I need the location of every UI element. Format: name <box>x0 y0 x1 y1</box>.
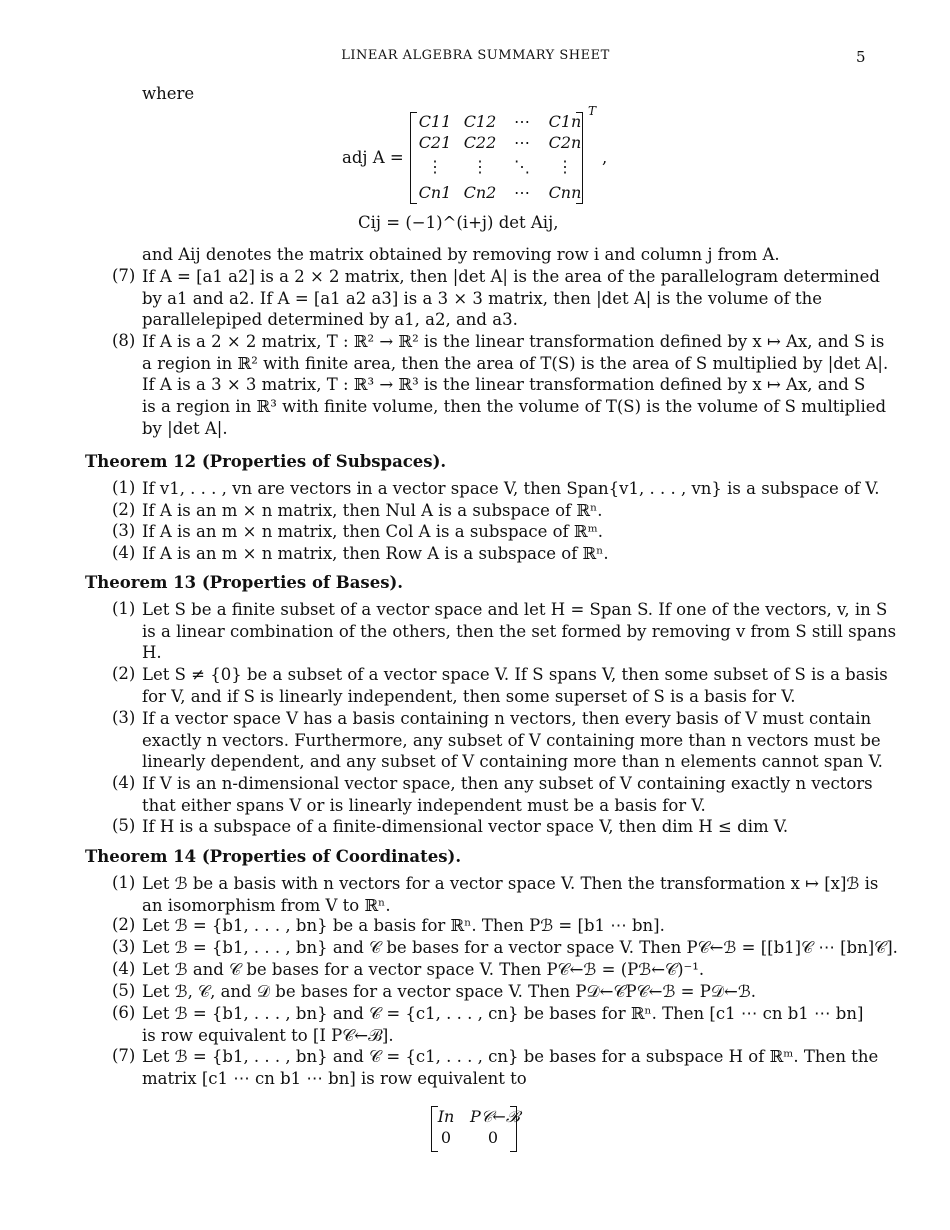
theorem-item-line: linearly dependent, and any subset of V containing more than n elements cannot span V. <box>142 752 883 772</box>
theorem-item-number: (1) <box>112 873 136 892</box>
theorem-item-number: (5) <box>112 816 136 835</box>
theorem-item-line: for V, and if S is linearly independent, then some superset of S is a basis for V. <box>142 686 796 706</box>
det-item-line: is a region in ℝ³ with finite volume, then the volume of T(S) is the volume of S multiplied <box>142 397 887 417</box>
theorem-item-line: Let ℬ be a basis with n vectors for a vector space V. Then the transformation x ↦ [x]ℬ is <box>142 874 879 893</box>
theorem-item-number: (3) <box>112 937 136 956</box>
theorem-item-number: (4) <box>112 959 136 978</box>
det-item-line: If A = [a1 a2] is a 2 × 2 matrix, then |det A| is the area of the parallelogram determined <box>142 267 880 286</box>
adj-lhs: adj A = <box>342 148 404 167</box>
matrix-cell: ⋯ <box>514 112 530 131</box>
aij-note: and Aij denotes the matrix obtained by removing row i and column j from A. <box>142 245 780 264</box>
theorem-item-line: exactly n vectors. Furthermore, any subset of V containing more than n vectors must be <box>142 730 881 750</box>
det-item-line: by a1 and a2. If A = [a1 a2 a3] is a 3 × 3 matrix, then |det A| is the volume of the <box>142 288 822 308</box>
theorem-item-line: If V is an n-dimensional vector space, then any subset of V containing exactly n vectors <box>142 774 873 793</box>
theorem-item-number: (3) <box>112 708 136 727</box>
transpose-mark: T <box>588 104 597 118</box>
theorem-item-number: (7) <box>112 1046 136 1065</box>
theorem-item-line: is a linear combination of the others, then the set formed by removing v from S still spans <box>142 621 897 641</box>
header-title: LINEAR ALGEBRA SUMMARY SHEET <box>341 48 610 63</box>
theorem-item-number: (4) <box>112 773 136 792</box>
theorem-item-line: Let ℬ = {b1, . . . , bn} and 𝒞 = {c1, . . . , cn} be bases for a subspace H of ℝᵐ. Then the <box>142 1047 879 1066</box>
theorem-item-line: Let S be a finite subset of a vector space and let H = Span S. If one of the vectors, v, in S <box>142 600 888 619</box>
cofactor-text: Cij = (−1)^(i+j) det Aij, <box>358 213 559 232</box>
theorem-item-line: an isomorphism from V to ℝⁿ. <box>142 895 391 915</box>
cofactor-formula <box>358 213 558 232</box>
theorem-item-line: If H is a subspace of a finite-dimensional vector space V, then dim H ≤ dim V. <box>142 817 789 836</box>
det-item-line: If A is a 3 × 3 matrix, T : ℝ³ → ℝ³ is the linear transformation defined by x ↦ Ax, and S <box>142 375 866 395</box>
final-matrix-cell: P𝒞←ℬ <box>470 1107 520 1126</box>
det-item-number: (7) <box>112 266 136 285</box>
theorem-item-number: (2) <box>112 664 136 683</box>
matrix-cell: C2n <box>548 133 582 152</box>
theorem-item-number: (5) <box>112 981 136 1000</box>
page-header <box>85 48 866 68</box>
theorem-title: Theorem 13 (Properties of Bases). <box>85 573 404 592</box>
theorem-item-line: Let ℬ = {b1, . . . , bn} and 𝒞 = {c1, . . . , cn} be bases for ℝⁿ. Then [c1 ⋯ cn b1 ⋯ bn] <box>142 1004 864 1023</box>
final-matrix-cell: In <box>437 1107 455 1126</box>
comma: , <box>602 148 608 167</box>
theorem-item-line: Let ℬ = {b1, . . . , bn} be a basis for ℝⁿ. Then Pℬ = [b1 ⋯ bn]. <box>142 916 665 935</box>
matrix-cell: ⋮ <box>472 157 488 176</box>
theorem-item-line: If v1, . . . , vn are vectors in a vector space V, then Span{v1, . . . , vn} is a subspace of V. <box>142 479 880 498</box>
theorem-item-number: (2) <box>112 500 136 519</box>
det-item-line: parallelepiped determined by a1, a2, and a3. <box>142 310 518 330</box>
page-number: 5 <box>855 48 866 66</box>
det-item-line: a region in ℝ² with finite area, then the area of T(S) is the area of S multiplied by |det A|. <box>142 353 889 373</box>
matrix-cell: C1n <box>548 112 582 131</box>
theorem-item-line: H. <box>142 643 162 663</box>
theorem-title: Theorem 12 (Properties of Subspaces). <box>85 452 447 471</box>
theorem-item-number: (2) <box>112 915 136 934</box>
det-item-number: (8) <box>112 331 136 350</box>
matrix-cell: ⋱ <box>514 157 530 176</box>
where-text: where <box>142 84 195 103</box>
theorem-item-number: (1) <box>112 478 136 497</box>
theorem-title: Theorem 14 (Properties of Coordinates). <box>85 847 462 866</box>
theorem-item-line: Let ℬ and 𝒞 be bases for a vector space V. Then P𝒞←ℬ = (Pℬ←𝒞)⁻¹. <box>142 960 705 979</box>
matrix-cell: Cn1 <box>418 183 452 202</box>
matrix-cell: Cn2 <box>463 183 497 202</box>
theorem-item-number: (1) <box>112 599 136 618</box>
theorem-item-line: Let S ≠ {0} be a subset of a vector space V. If S spans V, then some subset of S is a basis <box>142 665 888 684</box>
theorem-item-line: that either spans V or is linearly independent must be a basis for V. <box>142 795 706 815</box>
theorem-item-number: (6) <box>112 1003 136 1022</box>
matrix-cell: ⋯ <box>514 183 530 202</box>
final-matrix-cell: 0 <box>440 1128 452 1147</box>
det-item-line: If A is a 2 × 2 matrix, T : ℝ² → ℝ² is the linear transformation defined by x ↦ Ax, and S is <box>142 332 885 351</box>
matrix-cell: C11 <box>418 112 452 131</box>
theorem-item-line: matrix [c1 ⋯ cn b1 ⋯ bn] is row equivalent to <box>142 1068 527 1088</box>
theorem-item-number: (3) <box>112 521 136 540</box>
matrix-cell: Cnn <box>548 183 582 202</box>
det-item-line: by |det A|. <box>142 418 228 438</box>
theorem-item-line: If A is an m × n matrix, then Row A is a subspace of ℝⁿ. <box>142 544 609 563</box>
theorem-item-line: Let ℬ = {b1, . . . , bn} and 𝒞 be bases for a vector space V. Then P𝒞←ℬ = [[b1]𝒞 ⋯ [bn]𝒞]. <box>142 938 898 957</box>
matrix-cell: C21 <box>418 133 452 152</box>
theorem-item-line: If A is an m × n matrix, then Col A is a subspace of ℝᵐ. <box>142 522 603 541</box>
theorem-item-line: Let ℬ, 𝒞, and 𝒟 be bases for a vector space V. Then P𝒟←𝒞P𝒞←ℬ = P𝒟←ℬ. <box>142 982 757 1001</box>
theorem-item-line: If a vector space V has a basis containing n vectors, then every basis of V must contain <box>142 709 872 728</box>
theorem-item-number: (4) <box>112 543 136 562</box>
matrix-cell: ⋮ <box>427 157 443 176</box>
matrix-cell: C12 <box>463 112 497 131</box>
matrix-cell: C22 <box>463 133 497 152</box>
final-matrix-cell: 0 <box>487 1128 499 1147</box>
theorem-item-line: is row equivalent to [I P𝒞←ℬ]. <box>142 1025 394 1045</box>
matrix-cell: ⋮ <box>557 157 573 176</box>
theorem-item-line: If A is an m × n matrix, then Nul A is a subspace of ℝⁿ. <box>142 501 603 520</box>
matrix-cell: ⋯ <box>514 133 530 152</box>
